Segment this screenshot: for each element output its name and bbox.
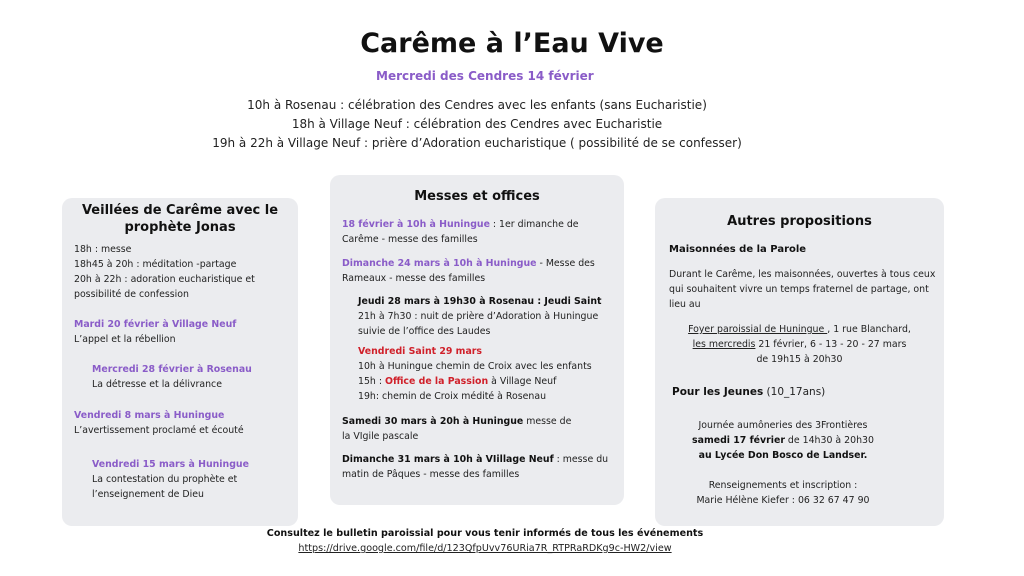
mass-event: Dimanche 31 mars à 10h à VIillage Neuf : messe du matin de Pâques - messe des familles — [342, 454, 609, 480]
box-messes-title: Messes et offices — [414, 189, 540, 204]
veillee-theme: La détresse et la délivrance — [92, 379, 222, 390]
intro-line: 10h à Rosenau : célébration des Cendres avec les enfants (sans Eucharistie) — [247, 98, 707, 112]
mass-event: Jeudi 28 mars à 19h30 à Rosenau : Jeudi Saint 21h à 7h30 : nuit de prière d’Adoration à Huningue suivie de l’office des Laudes — [358, 296, 602, 337]
jeunes-heading: Pour les Jeunes (10_17ans) — [672, 386, 826, 398]
mass-event: 18 février à 10h à Huningue : 1er dimanche de Carême - messe des familles — [342, 219, 579, 245]
veillee-theme: L’appel et la rébellion — [74, 334, 176, 345]
mass-event: Samedi 30 mars à 20h à Huningue messe de la VIgile pascale — [342, 416, 572, 442]
footer-note: Consultez le bulletin paroissial pour vous tenir informés de tous les événements — [266, 528, 704, 539]
box-propositions-title: Autres propositions — [727, 214, 872, 229]
contact-info: Renseignements et inscription : Marie Hélène Kiefer : 06 32 67 47 90 — [696, 480, 870, 506]
veillee-event — [74, 408, 244, 438]
box-propositions — [655, 198, 944, 526]
veillee-date: Mercredi 28 février à Rosenau — [92, 364, 252, 375]
bulletin-link[interactable]: https://drive.google.com/file/d/123QfpUvv76URia7R_RTPRaRDKg9c-HW2/view — [298, 543, 672, 554]
maisonnees-heading: Maisonnées de la Parole — [669, 244, 807, 255]
page-title: Carême à l’Eau Vive — [360, 28, 664, 59]
maisonnees-location: Foyer paroissial de Huningue , 1 rue Blanchard, les mercredis 21 février, 6 - 13 - 20 - 27 mars de 19h15 à 20h30 — [688, 324, 911, 365]
veillee-event — [92, 362, 252, 392]
intro-line: 19h à 22h à Village Neuf : prière d’Adoration eucharistique ( possibilité de se confesser) — [212, 136, 742, 150]
intro-line: 18h à Village Neuf : célébration des Cendres avec Eucharistie — [291, 117, 663, 131]
mass-event: Dimanche 24 mars à 10h à Huningue - Messe des Rameaux - messe des familles — [342, 258, 595, 284]
veillee-date: Vendredi 15 mars à Huningue — [92, 459, 249, 470]
veillee-event — [92, 457, 249, 502]
box-veillees — [62, 198, 298, 526]
veillee-date: Vendredi 8 mars à Huningue — [74, 410, 225, 421]
intro-block — [0, 96, 954, 153]
veillee-event — [74, 317, 236, 347]
box-veillees-title: Veillées de Carême avec le prophète Jonas — [81, 203, 279, 235]
box-messes — [330, 175, 624, 505]
veillees-schedule: 18h : messe 18h45 à 20h : méditation -partage 20h à 22h : adoration eucharistique et possibilité de confession — [74, 244, 255, 300]
veillee-theme: La contestation du prophète et — [92, 474, 238, 485]
veillee-theme: l’enseignement de Dieu — [92, 489, 204, 500]
veillee-date: Mardi 20 février à Village Neuf — [74, 319, 237, 330]
jeunes-details: Journée aumôneries des 3Frontières samedi 17 février de 14h30 à 20h30 au Lycée Don Bosco de Landser. — [692, 420, 874, 461]
ash-wednesday-heading: Mercredi des Cendres 14 février — [376, 69, 594, 83]
mass-event: Vendredi Saint 29 mars 10h à Huningue chemin de Croix avec les enfants 15h : Office de la Passion à Village Neuf 19h: chemin de Croix médité à Rosenau — [358, 346, 592, 402]
maisonnees-description: Durant le Carême, les maisonnées, ouvertes à tous ceux qui souhaitent vivre un temps fraternel de partage, ont lieu au — [669, 269, 936, 310]
veillee-theme: L’avertissement proclamé et écouté — [74, 425, 244, 436]
